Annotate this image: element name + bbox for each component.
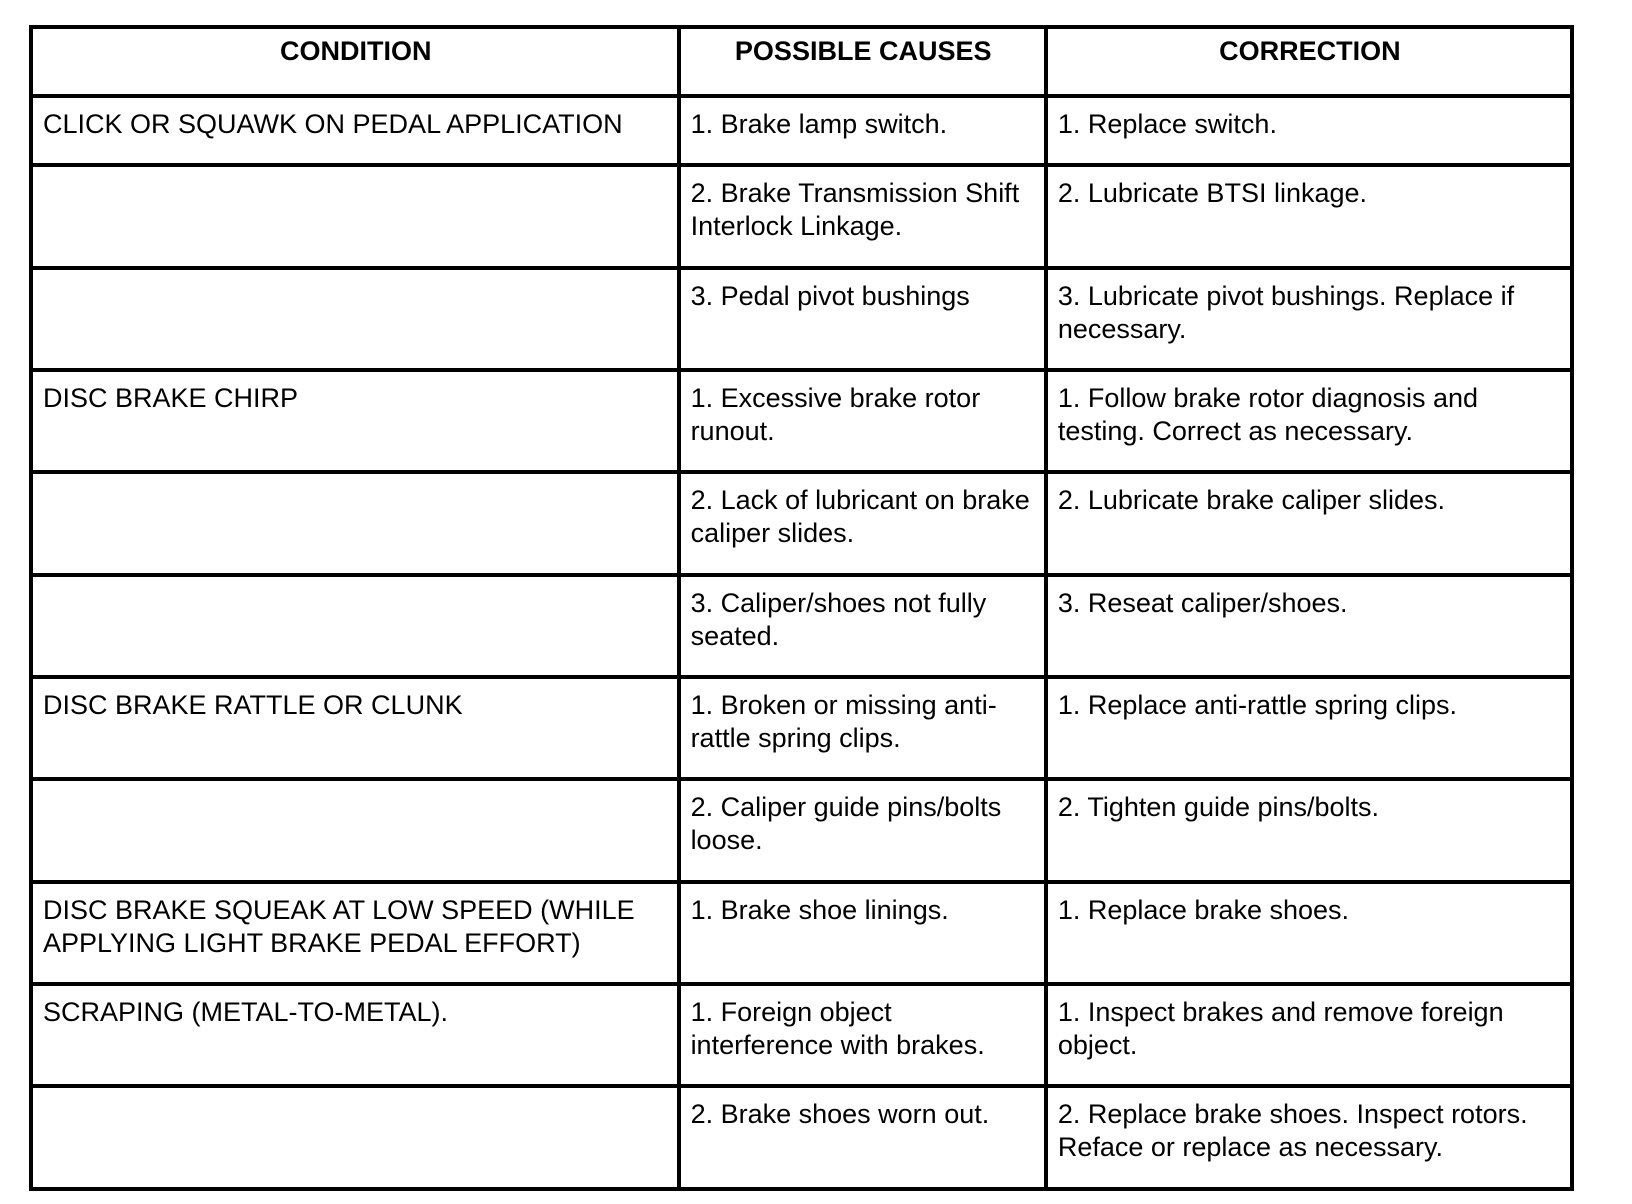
cause-cell: 1. Broken or missing anti-rattle spring clips. <box>679 677 1046 779</box>
cause-cell: 2. Lack of lubricant on brake caliper slides. <box>679 472 1046 574</box>
correction-cell: 3. Lubricate pivot bushings. Replace if necessary. <box>1046 268 1572 370</box>
correction-cell: 2. Lubricate brake caliper slides. <box>1046 472 1572 574</box>
table-row <box>31 984 1572 1086</box>
correction-cell: 3. Reseat caliper/shoes. <box>1046 575 1572 677</box>
cause-cell: 2. Brake Transmission Shift Interlock Linkage. <box>679 165 1046 267</box>
correction-cell: 1. Replace brake shoes. <box>1046 882 1572 984</box>
header-condition: CONDITION <box>31 27 679 96</box>
table-header-row <box>31 27 1572 96</box>
table-row <box>31 779 1572 881</box>
cause-cell: 1. Foreign object interference with brakes. <box>679 984 1046 1086</box>
condition-cell <box>31 779 679 881</box>
diagnosis-table <box>29 25 1574 1191</box>
correction-cell: 1. Follow brake rotor diagnosis and testing. Correct as necessary. <box>1046 370 1572 472</box>
cause-cell: 1. Excessive brake rotor runout. <box>679 370 1046 472</box>
table-row <box>31 96 1572 165</box>
header-possible-causes: POSSIBLE CAUSES <box>679 27 1046 96</box>
table-row <box>31 268 1572 370</box>
correction-cell: 1. Replace anti-rattle spring clips. <box>1046 677 1572 779</box>
correction-cell: 1. Inspect brakes and remove foreign object. <box>1046 984 1572 1086</box>
table-row <box>31 677 1572 779</box>
table-row <box>31 575 1572 677</box>
condition-cell: DISC BRAKE SQUEAK AT LOW SPEED (WHILE APPLYING LIGHT BRAKE PEDAL EFFORT) <box>31 882 679 984</box>
correction-cell: 2. Replace brake shoes. Inspect rotors. Reface or replace as necessary. <box>1046 1086 1572 1189</box>
correction-cell: 2. Tighten guide pins/bolts. <box>1046 779 1572 881</box>
condition-cell: DISC BRAKE RATTLE OR CLUNK <box>31 677 679 779</box>
cause-cell: 1. Brake lamp switch. <box>679 96 1046 165</box>
condition-cell <box>31 472 679 574</box>
condition-cell: SCRAPING (METAL-TO-METAL). <box>31 984 679 1086</box>
cause-cell: 2. Brake shoes worn out. <box>679 1086 1046 1189</box>
cause-cell: 2. Caliper guide pins/bolts loose. <box>679 779 1046 881</box>
correction-cell: 1. Replace switch. <box>1046 96 1572 165</box>
condition-cell: CLICK OR SQUAWK ON PEDAL APPLICATION <box>31 96 679 165</box>
table-row <box>31 882 1572 984</box>
condition-cell <box>31 268 679 370</box>
table-row <box>31 165 1572 267</box>
cause-cell: 3. Pedal pivot bushings <box>679 268 1046 370</box>
header-correction: CORRECTION <box>1046 27 1572 96</box>
condition-cell <box>31 1086 679 1189</box>
correction-cell: 2. Lubricate BTSI linkage. <box>1046 165 1572 267</box>
condition-cell: DISC BRAKE CHIRP <box>31 370 679 472</box>
table-row <box>31 1086 1572 1189</box>
cause-cell: 1. Brake shoe linings. <box>679 882 1046 984</box>
table-row <box>31 370 1572 472</box>
condition-cell <box>31 165 679 267</box>
condition-cell <box>31 575 679 677</box>
table-row <box>31 472 1572 574</box>
cause-cell: 3. Caliper/shoes not fully seated. <box>679 575 1046 677</box>
